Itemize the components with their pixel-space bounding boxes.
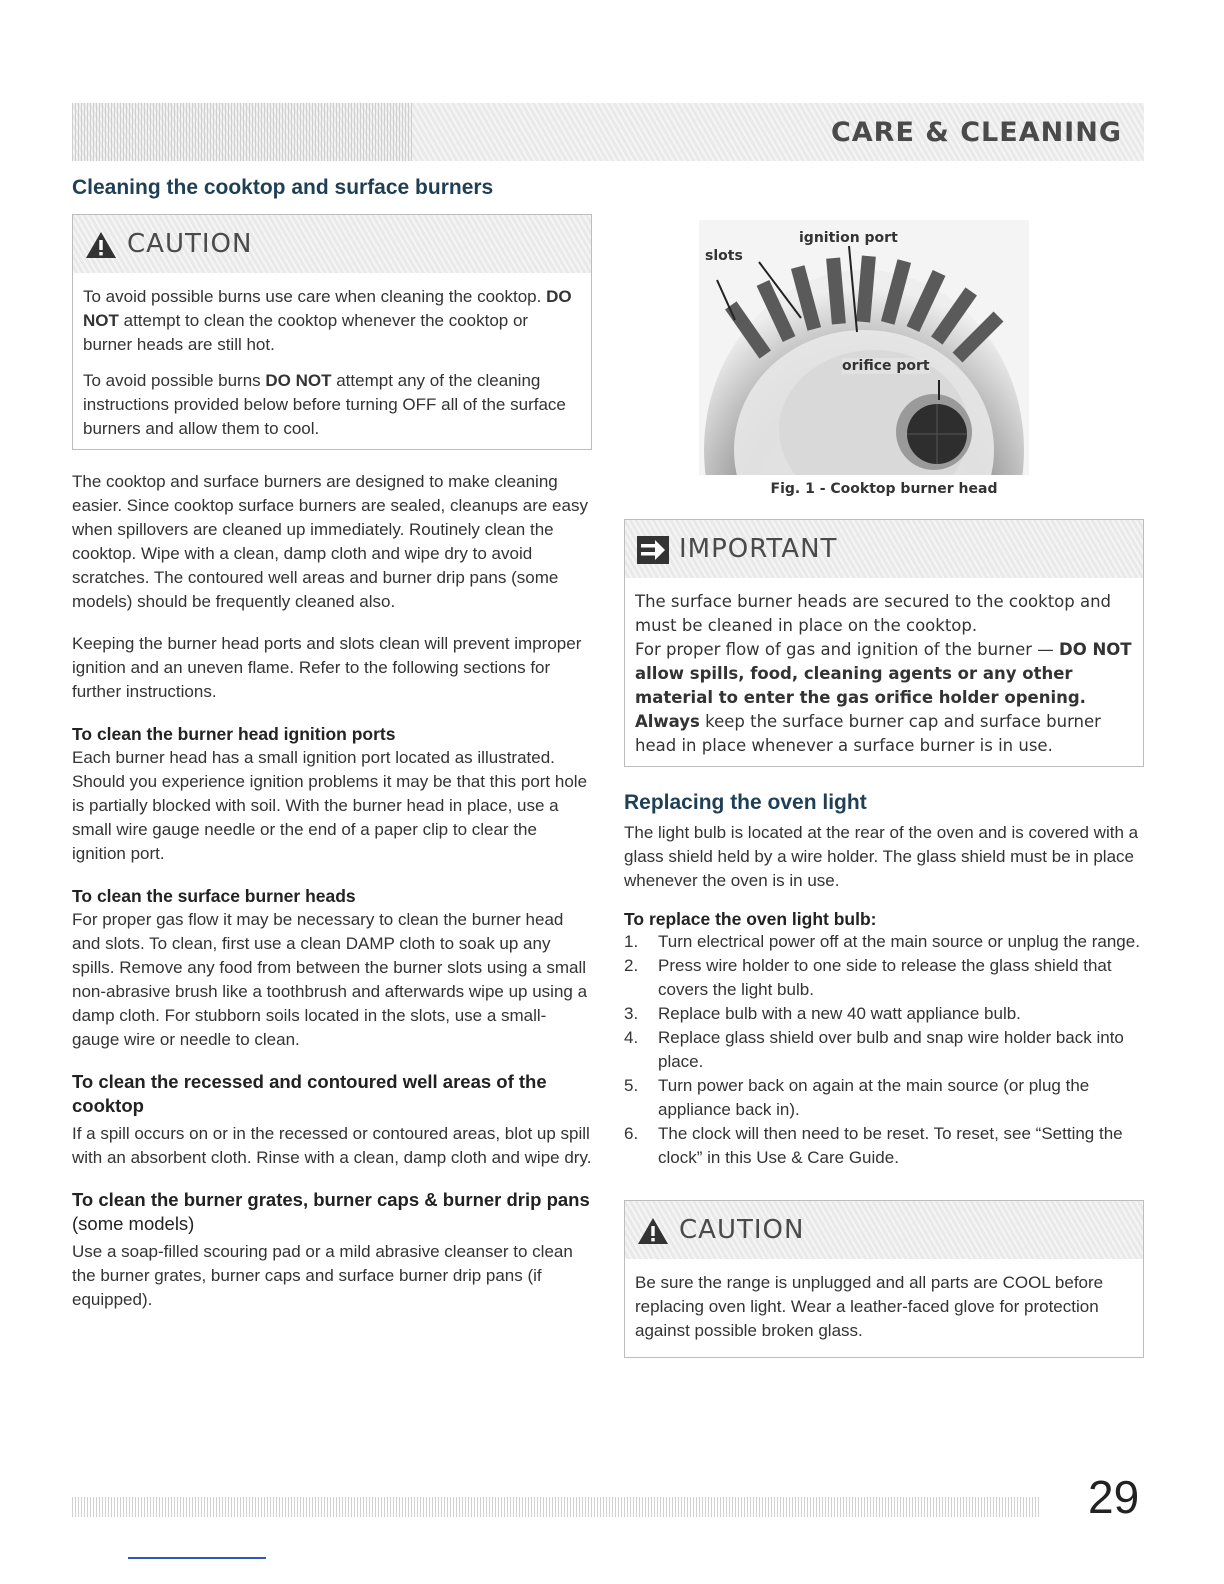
oven-light-text: The light bulb is located at the rear of the oven and is covered with a glass shield held by a wire holder. The glass shield must be in place whenever the oven is in use. <box>624 823 1139 890</box>
important-header <box>625 520 1143 578</box>
list-item: 2. Press wire holder to one side to release the glass shield that covers the light bulb. <box>624 956 1112 999</box>
caution-box <box>72 214 592 450</box>
intro-paragraph-2: Keeping the burner head ports and slots clean will prevent improper ignition and an uneven flame. Refer to the following sections for further instructions. <box>72 634 582 701</box>
important-line-2: For proper flow of gas and ignition of the burner — DO NOT allow spills, food, cleaning agents or any other material to enter the gas orifice holder opening. Always keep the surface burner cap and surface burner head in place whenever a surface burner is in use. <box>635 640 1132 755</box>
burner-head-photo <box>699 220 1029 475</box>
list-item: 6. The clock will then need to be reset. To reset, see “Setting the clock” in this Use & Care Guide. <box>624 1124 1123 1167</box>
burner-heads-text: For proper gas flow it may be necessary to clean the burner head and slots. To clean, first use a clean DAMP cloth to soak up any spills. Remove any food from between the burner slots using a small non-abrasive brush like a toothbrush and afterwards wipe up using a damp cloth. For stubborn soils located in the slots, use a small-gauge wire or needle to clean. <box>72 910 588 1049</box>
well-areas-heading: To clean the recessed and contoured well areas of the cooktop <box>72 1071 547 1116</box>
caution-body <box>73 273 591 449</box>
important-label: IMPORTANT <box>679 534 838 564</box>
caution-oven-header <box>625 1201 1143 1259</box>
list-item: 3. Replace bulb with a new 40 watt appliance bulb. <box>624 1004 1021 1023</box>
caution-label: CAUTION <box>127 229 253 259</box>
burner-head-figure <box>699 220 1029 475</box>
footer-link-line <box>128 1557 266 1559</box>
warning-icon <box>85 231 117 259</box>
steps-heading: To replace the oven light bulb: <box>624 909 877 929</box>
list-item: 5. Turn power back on again at the main source (or plug the appliance back in). <box>624 1076 1090 1119</box>
caution-paragraph-2: To avoid possible burns DO NOT attempt any of the cleaning instructions provided below before turning OFF all of the surface burners and allow them to cool. <box>83 371 566 438</box>
right-column <box>624 220 1144 1358</box>
figure-label-slots: slots <box>705 248 743 264</box>
arrow-right-icon <box>637 536 669 564</box>
footer-bar <box>72 1497 1040 1517</box>
well-areas-text: If a spill occurs on or in the recessed or contoured areas, blot up spill with an absorbent cloth. Rinse with a clean, damp cloth and wipe dry. <box>72 1124 592 1167</box>
caution-oven-text: Be sure the range is unplugged and all parts are COOL before replacing oven light. Wear a leather-faced glove for protection against possible broken glass. <box>635 1273 1104 1340</box>
burner-heads-heading: To clean the surface burner heads <box>72 886 356 906</box>
caution-box-oven <box>624 1200 1144 1358</box>
section-header-title: CARE & CLEANING <box>830 117 1122 148</box>
intro-text <box>72 470 592 1312</box>
figure-label-ignition-port: ignition port <box>799 230 898 246</box>
intro-paragraph-1: The cooktop and surface burners are designed to make cleaning easier. Since cooktop surface burners are sealed, cleanups are easy when spillovers are cleaned up immediately. Routinely clean the cooktop. Wipe with a clean, damp cloth and wipe dry to avoid scratches. The contoured well areas and burner drip pans (some models) should be frequently cleaned also. <box>72 472 588 611</box>
steps-list <box>624 930 1144 1170</box>
caution-header <box>73 215 591 273</box>
important-line-1: The surface burner heads are secured to the cooktop and must be cleaned in place on the cooktop. <box>635 592 1112 635</box>
grates-heading: To clean the burner grates, burner caps & burner drip pans (some models) <box>72 1189 590 1234</box>
list-item: 1. Turn electrical power off at the main source or unplug the range. <box>624 932 1140 951</box>
section-title: Cleaning the cooktop and surface burners <box>72 176 494 199</box>
warning-icon <box>637 1217 669 1245</box>
list-item: 4. Replace glass shield over bulb and snap wire holder back into place. <box>624 1028 1124 1071</box>
important-box <box>624 519 1144 767</box>
grates-text: Use a soap-filled scouring pad or a mild abrasive cleanser to clean the burner grates, burner caps and surface burner drip pans (if equipped). <box>72 1242 573 1309</box>
figure-caption: Fig. 1 - Cooktop burner head <box>770 481 998 497</box>
caution-oven-label: CAUTION <box>679 1215 805 1245</box>
caution-paragraph-1: To avoid possible burns use care when cleaning the cooktop. DO NOT attempt to clean the cooktop whenever the cooktop or burner heads are still hot. <box>83 287 572 354</box>
section-header-bar <box>72 103 1144 161</box>
figure-label-orifice-port: orifice port <box>842 358 930 374</box>
page-number: 29 <box>1088 1471 1140 1523</box>
oven-light-title: Replacing the oven light <box>624 791 867 814</box>
header-pattern <box>72 103 412 161</box>
left-column <box>72 176 592 1330</box>
ignition-ports-text: Each burner head has a small ignition port located as illustrated. Should you experience ignition problems it may be that this port hole is partially blocked with soil. With the burner head in place, use a small wire gauge needle or the end of a paper clip to clear the ignition port. <box>72 748 588 863</box>
ignition-ports-heading: To clean the burner head ignition ports <box>72 724 396 744</box>
important-body <box>625 578 1143 766</box>
